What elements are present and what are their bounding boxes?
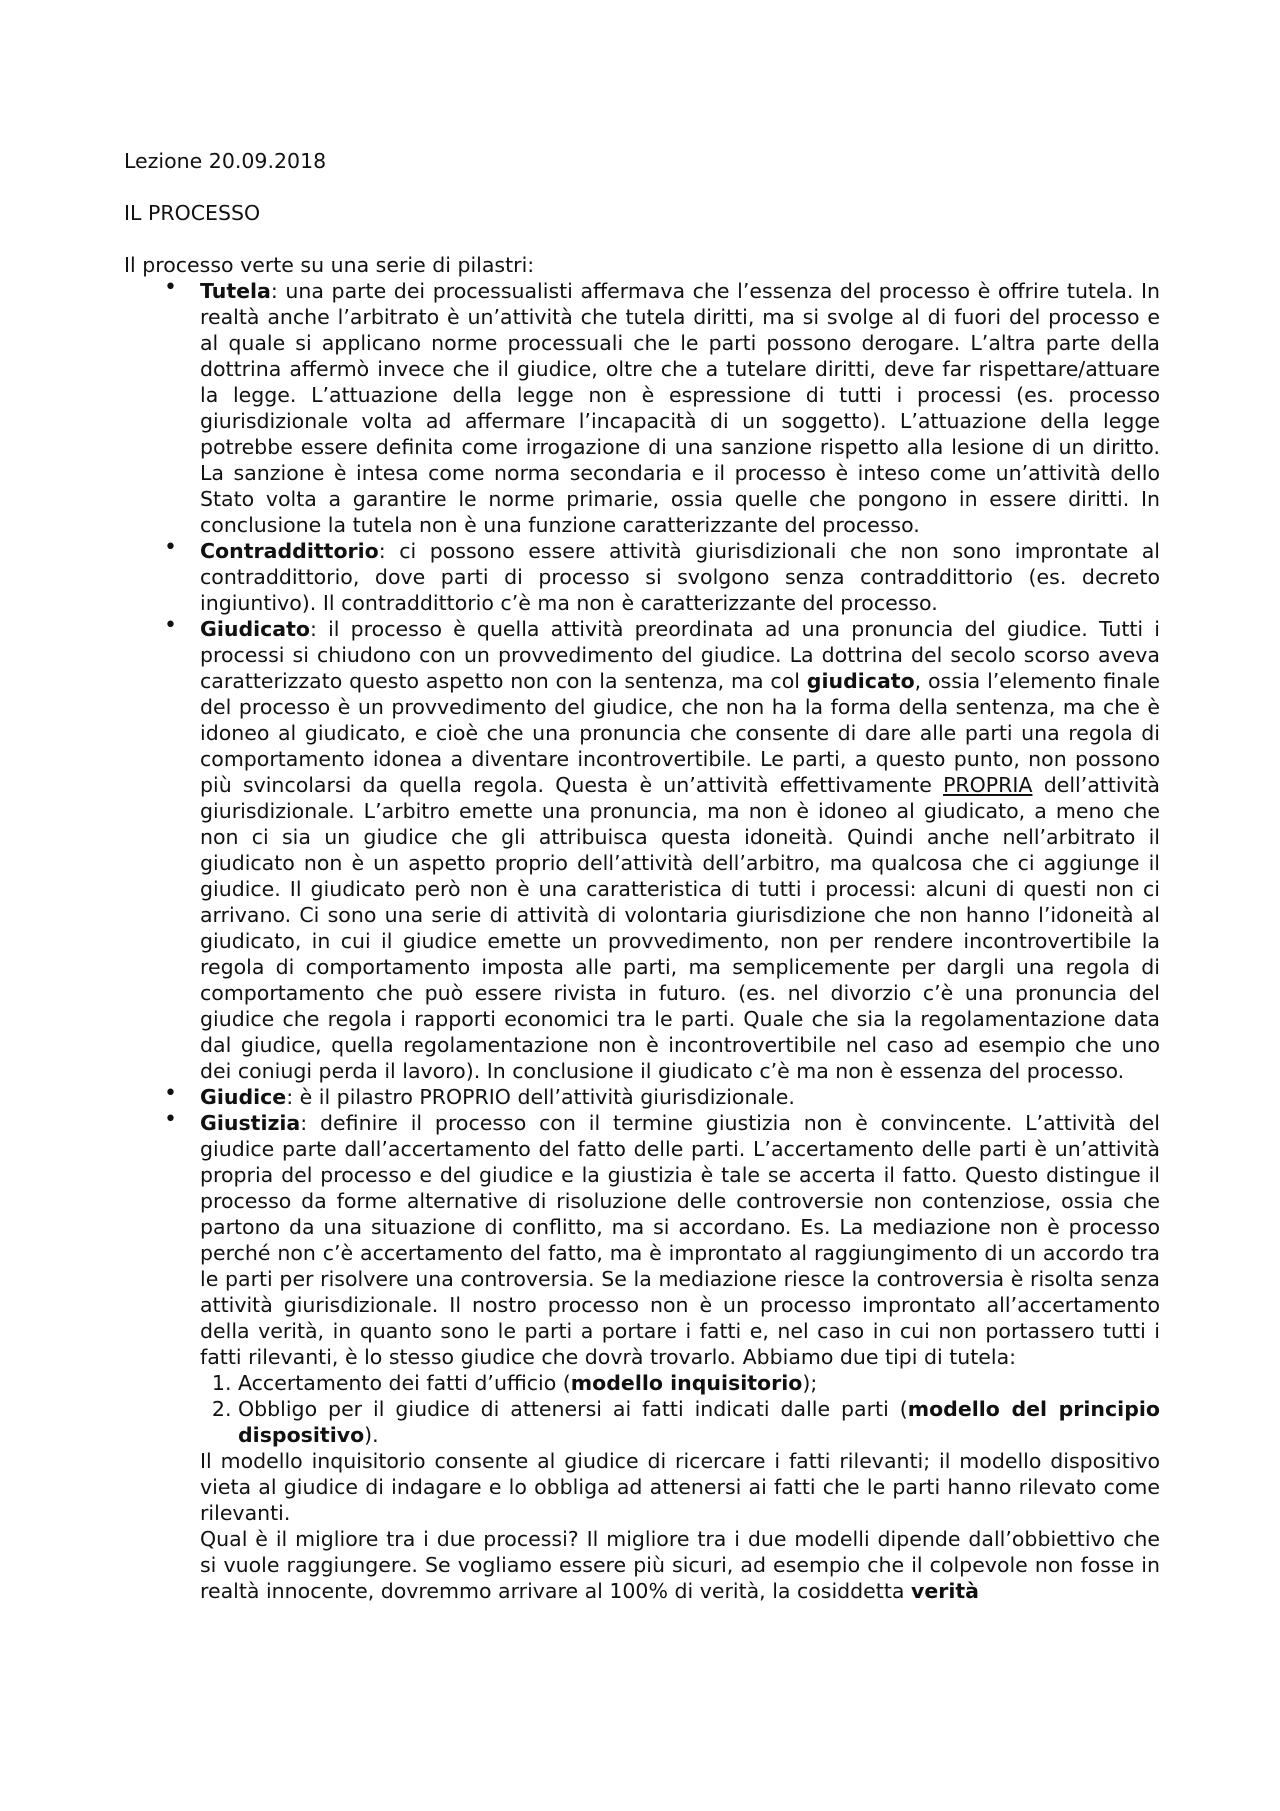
pillar-text: : ci possono essere attività giurisdizionali che non sono improntate al contraddittorio, dove parti di processo si svolgono senza contraddittorio (es. decreto ingiuntivo). Il contraddittorio c’è ma non è caratterizzante del processo. bbox=[200, 539, 1160, 615]
pillar-text: : definire il processo con il termine giustizia non è convincente. L’attività del giudice parte dall’accertamento del fatto delle parti. L’accertamento delle parti è un’attività propria del processo e del giudice e la giustizia è tale se accerta il fatto. Questo distingue il processo da forme alternative di risoluzione delle controversie non contenziose, ossia che partono da una situazione di conflitto, ma si accordano. Es. La mediazione non è processo perché non c’è accertamento del fatto, ma è improntato al raggiungimento di un accordo tra le parti per risolvere una controversia. Se la mediazione riesce la controversia è risolta senza attività giurisdizionale. Il nostro processo non è un processo improntato all’accertamento della verità, in quanto sono le parti a portare i fatti e, nel caso in cui non portassero tutti i fatti rilevanti, è lo stesso giudice che dovrà trovarlo. Abbiamo due tipi di tutela: bbox=[200, 1111, 1160, 1369]
question-paragraph bbox=[200, 1526, 1160, 1604]
document-page bbox=[124, 148, 1160, 1604]
pillar-term: Contraddittorio bbox=[200, 539, 379, 563]
question-text: Qual è il migliore tra i due processi? Il migliore tra i due modelli dipende dall’obbiettivo che si vuole raggiungere. Se vogliamo essere più sicuri, ad esempio che il colpevole non fosse in realtà innocente, dovremmo arrivare al 100% di verità, la cosiddetta bbox=[200, 1527, 1160, 1603]
pillar-text: : il processo è quella attività preordinata ad una pronuncia del giudice. Tutti i processi si chiudono con un provvedimento del giudice. La dottrina del secolo scorso aveva caratterizzato questo aspetto non con la sentenza, ma col bbox=[200, 617, 1160, 693]
pillar-term: Tutela bbox=[200, 279, 271, 303]
list-item bbox=[238, 1370, 1160, 1396]
list-item bbox=[238, 1396, 1160, 1448]
after-list-paragraph: Il modello inquisitorio consente al giudice di ricercare i fatti rilevanti; il modello dispositivo vieta al giudice di indagare e lo obbliga ad attenersi ai fatti che le parti hanno rilevato come rilevanti. bbox=[200, 1449, 1160, 1525]
intro-line: Il processo verte su una serie di pilastri: bbox=[124, 253, 535, 277]
pillar-text: dell’attività giurisdizionale. L’arbitro emette una pronuncia, ma non è idoneo al giudicato, a meno che non ci sia un giudice che gli attribuisca questa idoneità. Quindi anche nell’arbitrato il giudicato non è un aspetto proprio dell’attività dell’arbitro, ma qualcosa che ci aggiunge il giudice. Il giudicato però non è una caratteristica di tutti i processi: alcuni di questi non ci arrivano. Ci sono una serie di attività di volontaria giurisdizione che non hanno l’idoneità al giudicato, in cui il giudice emette un provvedimento, non per rendere incontrovertibile la regola di comportamento imposta alle parti, ma semplicemente per dargli una regola di comportamento che può essere rivista in futuro. (es. nel divorzio c’è una pronuncia del giudice che regola i rapporti economici tra le parti. Quale che sia la regolamentazione data dal giudice, quella regolamentazione non è incontrovertibile nel caso ad esempio che uno dei coniugi perda il lavoro). In conclusione il giudicato c’è ma non è essenza del processo. bbox=[200, 773, 1160, 1083]
pillar-term: Giudicato bbox=[200, 617, 311, 641]
bold-word-giudicato: giudicato bbox=[806, 669, 915, 693]
pillar-item-giustizia bbox=[200, 1110, 1160, 1604]
pillar-text: : una parte dei processualisti affermava che l’essenza del processo è offrire tutela. In realtà anche l’arbitrato è un’attività che tutela diritti, ma si svolge al di fuori del processo e al quale si applicano norme processuali che le parti possono derogare. L’altra parte della dottrina affermò invece che il giudice, oltre che a tutelare diritti, deve far rispettare/attuare la legge. L’attuazione della legge non è espressione di tutti i processi (es. processo giurisdizionale volta ad affermare l’incapacità di un soggetto). L’attuazione della legge potrebbe essere definita come irrogazione di una sanzione rispetto alla lesione di un diritto. La sanzione è intesa come norma secondaria e il processo è inteso come un’attività dello Stato volta a garantire le norme primarie, ossia quelle che pongono in essere diritti. In conclusione la tutela non è una funzione caratterizzante del processo. bbox=[200, 279, 1160, 537]
pillars-list bbox=[124, 278, 1160, 1604]
list-item-tail: ). bbox=[364, 1423, 379, 1447]
pillar-term: Giudice bbox=[200, 1085, 287, 1109]
pillar-text: : è il pilastro PROPRIO dell’attività giurisdizionale. bbox=[286, 1085, 795, 1109]
underlined-word-propria: PROPRIA bbox=[943, 773, 1033, 797]
list-item-bold: modello del principio dispositivo bbox=[238, 1397, 1160, 1447]
list-item-bold: modello inquisitorio bbox=[570, 1371, 803, 1395]
pillar-text: , ossia l’elemento finale del processo è un provvedimento del giudice, che non ha la forma della sentenza, ma che è idoneo al giudicato, e cioè che una pronuncia che consente di dare alle parti una regola di comportamento idonea a diventare incontrovertibile. Le parti, a questo punto, non possono più svincolarsi da quella regola. Questa è un’attività effettivamente bbox=[200, 669, 1160, 797]
bold-word-verita: verità bbox=[910, 1579, 980, 1603]
list-item-tail: ); bbox=[802, 1371, 818, 1395]
pillar-item-giudice bbox=[200, 1084, 1160, 1110]
tutele-list bbox=[200, 1370, 1160, 1448]
lesson-date: Lezione 20.09.2018 bbox=[124, 149, 327, 173]
pillar-term: Giustizia bbox=[200, 1111, 301, 1135]
pillar-item-giudicato bbox=[200, 616, 1160, 1084]
document-title: IL PROCESSO bbox=[124, 201, 261, 225]
pillar-item-tutela bbox=[200, 278, 1160, 538]
list-item-text: Obbligo per il giudice di attenersi ai fatti indicati dalle parti ( bbox=[238, 1397, 908, 1421]
list-item-text: Accertamento dei fatti d’ufficio ( bbox=[238, 1371, 571, 1395]
pillar-item-contraddittorio bbox=[200, 538, 1160, 616]
